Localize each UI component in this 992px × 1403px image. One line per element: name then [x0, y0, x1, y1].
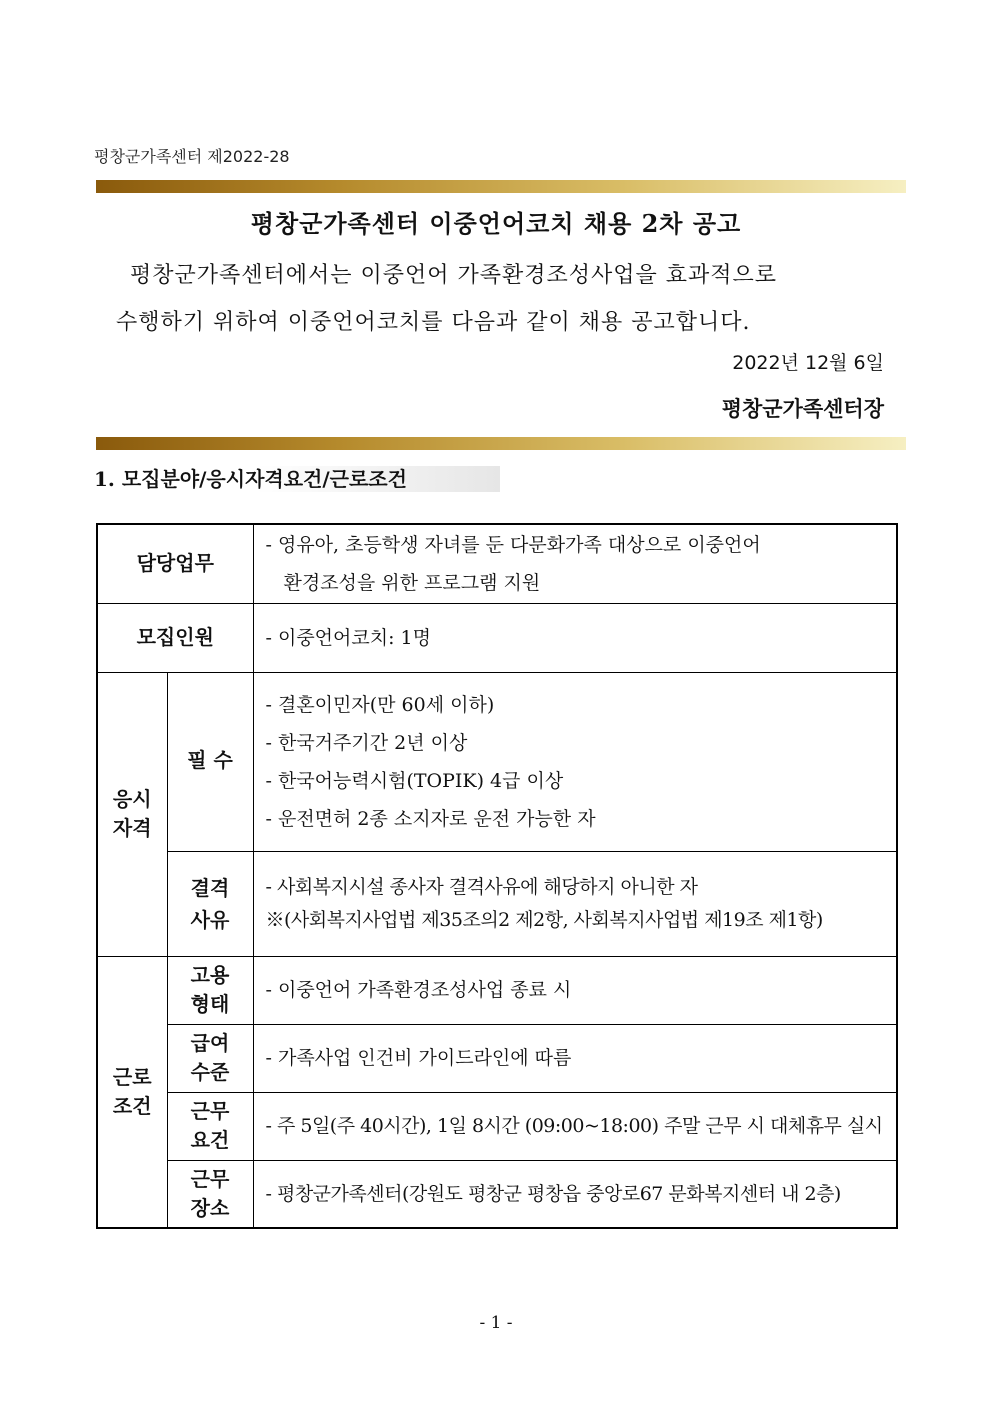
row-disqualification — [97, 851, 897, 956]
duty-content — [253, 524, 897, 603]
row-duty — [97, 524, 897, 603]
work-hours-value: - 주 5일(주 40시간), 1일 8시간 (09:00~18:00) 주말 근무 시 대체휴무 실시 — [265, 1115, 883, 1137]
work-hours-label-line-2: 요건 — [190, 1128, 230, 1152]
required-line-2: - 한국거주기간 2년 이상 — [265, 731, 468, 754]
recruit-content — [253, 603, 897, 672]
employment-type-label-line-2: 형태 — [190, 992, 230, 1016]
required-label: 필 수 — [167, 672, 253, 851]
disqualification-line-1: - 사회복지시설 종사자 결격사유에 해당하지 아니한 자 — [265, 875, 698, 898]
disqualification-line-2: ※(사회복지사업법 제35조의2 제2항, 사회복지사업법 제19조 제1항) — [265, 908, 823, 931]
qualification-group-label — [97, 672, 167, 956]
announcement-title: 평창군가족센터 이중언어코치 채용 2차 공고 — [250, 209, 742, 238]
disqualification-content — [253, 851, 897, 956]
signer-name: 평창군가족센터장 — [721, 396, 884, 421]
salary-label — [167, 1024, 253, 1092]
section-heading — [94, 466, 500, 492]
disqualification-label-line-2: 사유 — [190, 907, 230, 932]
work-place-label — [167, 1160, 253, 1228]
duty-line-2: 환경조성을 위한 프로그램 지원 — [283, 571, 541, 594]
duty-line-1: - 영유아, 초등학생 자녀를 둔 다문화가족 대상으로 이중언어 — [265, 533, 761, 556]
employment-type-label — [167, 956, 253, 1024]
row-recruit — [97, 603, 897, 672]
salary-content — [253, 1024, 897, 1092]
section-heading-text: 1. 모집분야/응시자격요건/근로조건 — [94, 467, 407, 491]
row-work-hours — [97, 1092, 897, 1160]
intro-line-1: 평창군가족센터에서는 이중언어 가족환경조성사업을 효과적으로 — [130, 263, 778, 288]
work-conditions-group-line-1: 근로 — [112, 1064, 152, 1089]
salary-value: - 가족사업 인건비 가이드라인에 따름 — [265, 1047, 572, 1069]
disqualification-label — [167, 851, 253, 956]
qualification-group-line-2: 자격 — [112, 816, 152, 840]
work-place-value: - 평창군가족센터(강원도 평창군 평창읍 중앙로67 문화복지센터 내 2층) — [265, 1182, 841, 1205]
intro-line-2: 수행하기 위하여 이중언어코치를 다음과 같이 채용 공고합니다. — [116, 310, 751, 335]
recruit-label: 모집인원 — [97, 603, 253, 672]
salary-label-line-1: 급여 — [190, 1031, 230, 1055]
employment-type-label-line-1: 고용 — [190, 963, 230, 987]
required-content — [253, 672, 897, 851]
row-salary — [97, 1024, 897, 1092]
required-line-4: - 운전면허 2종 소지자로 운전 가능한 자 — [265, 807, 596, 830]
row-work-place — [97, 1160, 897, 1228]
work-place-label-line-2: 장소 — [190, 1195, 230, 1220]
employment-type-content — [253, 956, 897, 1024]
recruit-value: - 이중언어코치: 1명 — [265, 626, 431, 649]
work-conditions-group-label — [97, 956, 167, 1228]
work-conditions-group-line-2: 조건 — [112, 1093, 152, 1118]
disqualification-label-line-1: 결격 — [190, 875, 230, 900]
required-line-3: - 한국어능력시험(TOPIK) 4급 이상 — [265, 769, 564, 792]
document-number: 평창군가족센터 제2022-28 — [94, 147, 290, 166]
page-number: - 1 - — [479, 1313, 513, 1333]
work-place-content — [253, 1160, 897, 1228]
employment-type-value: - 이중언어 가족환경조성사업 종료 시 — [265, 979, 572, 1001]
work-place-label-line-1: 근무 — [190, 1166, 230, 1191]
bottom-gold-divider — [96, 437, 906, 450]
qualification-group-line-1: 응시 — [112, 787, 152, 811]
work-hours-label-line-1: 근무 — [190, 1099, 230, 1123]
row-employment-type — [97, 956, 897, 1024]
announcement-date: 2022년 12월 6일 — [732, 352, 884, 374]
salary-label-line-2: 수준 — [190, 1060, 230, 1084]
top-gold-divider — [96, 180, 906, 193]
work-hours-label — [167, 1092, 253, 1160]
work-hours-content — [253, 1092, 897, 1160]
required-line-1: - 결혼이민자(만 60세 이하) — [265, 693, 495, 716]
recruitment-table — [96, 523, 898, 1229]
row-required — [97, 672, 897, 851]
duty-label: 담당업무 — [97, 524, 253, 603]
